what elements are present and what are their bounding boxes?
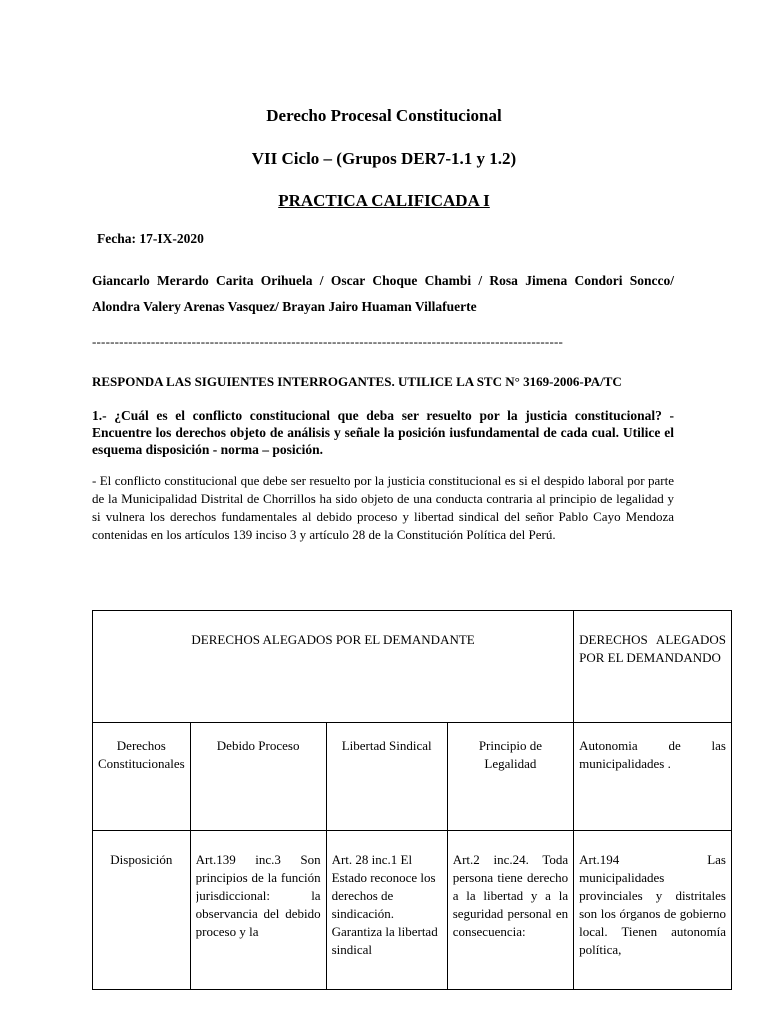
cell-libertad-sindical: Libertad Sindical [326, 723, 447, 831]
cell-autonomia: Autonomia de las municipalidades . [574, 723, 732, 831]
date-line: Fecha: 17-IX-2020 [97, 231, 204, 246]
authors-list: Giancarlo Merardo Carita Orihuela / Oscar Choque Chambi / Rosa Jimena Condori Soncco/ Alondra Valery Arenas Vasquez/ Brayan Jairo Huaman Villafuerte [92, 273, 674, 314]
practice-title: PRACTICA CALIFICADA I [278, 191, 490, 210]
cycle-title: VII Ciclo – (Grupos DER7-1.1 y 1.2) [251, 149, 517, 168]
disp-libertad-sindical: Art. 28 inc.1 El Estado reconoce los derechos de sindicación. Garantiza la libertad sindical [331, 852, 438, 957]
answer-1: - El conflicto constitucional que debe ser resuelto por la justicia constitucional es si el despido laboral por parte de la Municipalidad Distrital de Chorrillos ha sido objeto de una conducta contraria al principio de legalidad y si vulnera los derechos fundamentales al debido proceso y libertad sindical del señor Pablo Cayo Mendoza contenidas en los artículos 139 inciso 3 y artículo 28 de la Constitución Política del Perú. [92, 473, 674, 542]
separator-line: -------------------------------------------------------------------------------------------------------- [92, 334, 564, 349]
question-1: 1.- ¿Cuál es el conflicto constitucional que deba ser resuelto por la justicia constitucional? - Encuentre los derechos objeto de análisis y señale la posición iusfundamental de cada cual. Utilice el esquema disposición - norma – posición. [92, 408, 674, 457]
disp-autonomia: Art.194 Las municipalidades provinciales y distritales son los órganos de gobierno local. Tienen autonomía política, [579, 852, 726, 957]
header-demandado: DERECHOS ALEGADOS POR EL DEMANDANDO [574, 611, 732, 723]
table-row [93, 831, 732, 990]
row-label-disposicion: Disposición [93, 831, 191, 990]
cell-legalidad: Principio de Legalidad [447, 723, 573, 831]
cell-debido-proceso: Debido Proceso [190, 723, 326, 831]
table-row [93, 723, 732, 831]
disp-legalidad: Art.2 inc.24. Toda persona tiene derecho a la libertad y a la seguridad personal en consecuencia: [452, 852, 569, 939]
disp-debido-proceso: Art.139 inc.3 Son principios de la función jurisdiccional: la observancia del debido proceso y la [195, 852, 321, 939]
course-title: Derecho Procesal Constitucional [266, 106, 502, 125]
header-demandante: DERECHOS ALEGADOS POR EL DEMANDANTE [93, 611, 574, 723]
row-label-derechos: Derechos Constitucionales [93, 723, 191, 831]
rights-table [92, 610, 732, 990]
instruction-text: RESPONDA LAS SIGUIENTES INTERROGANTES. UTILICE LA STC N° 3169-2006-PA/TC [92, 374, 622, 389]
table-header-row [93, 611, 732, 723]
